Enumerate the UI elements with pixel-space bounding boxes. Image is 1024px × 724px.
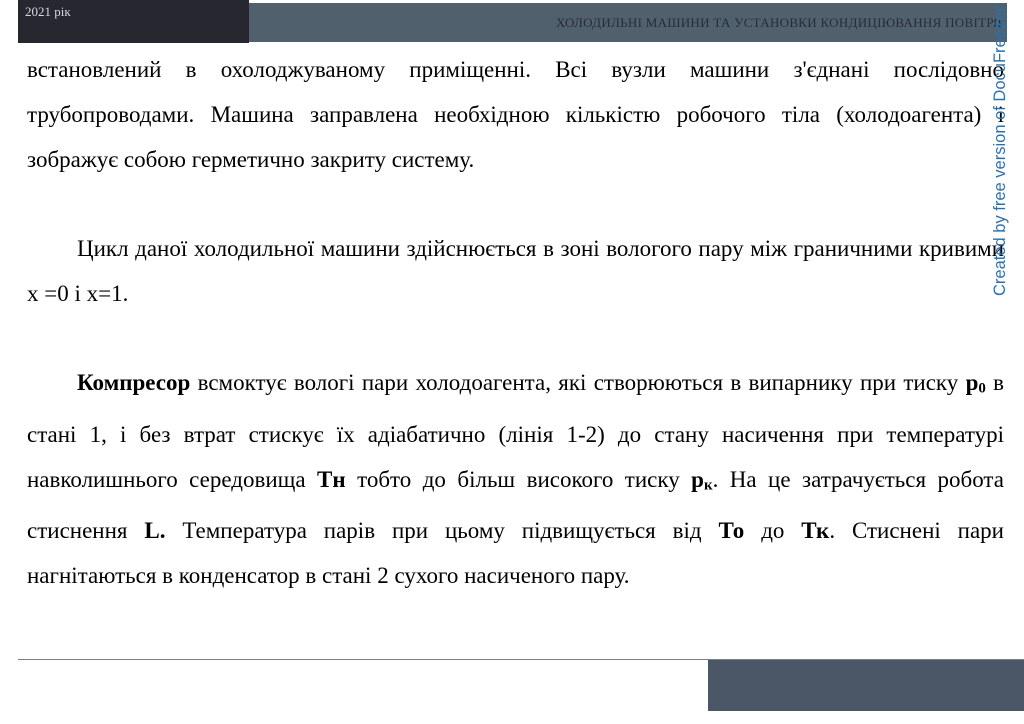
- text-run: Тн: [317, 466, 346, 492]
- paragraph: [27, 360, 1004, 598]
- year-label-box: [18, 0, 249, 43]
- text-run: . На це затрачується робота стиснення: [27, 466, 1004, 544]
- text-run: р: [965, 370, 979, 395]
- text-run: в стані 1, і без втрат стискує їх адіабатично (лінія 1-2) до стану насичення при температурі навколишнього середовища: [27, 370, 1004, 492]
- header-title: ХОЛОДИЛЬНІ МАШИНИ ТА УСТАНОВКИ КОНДИЦІЮВАННЯ ПОВІТРЯ: [555, 15, 1002, 30]
- docufreezer-watermark: [990, 6, 1010, 296]
- text-run: р: [691, 466, 704, 492]
- paragraph: [27, 47, 1004, 182]
- text-run: встановлений в охолоджуваному приміщенні. Всі вузли машини з'єднані послідовно трубопроводами. Машина заправлена необхідною кількістю робочого тіла (холодоагента) і зображує собою герметично закриту систему.: [27, 57, 1004, 172]
- watermark-text: Created by free version of DocuFreezer: [991, 6, 1009, 296]
- text-run: Компресор: [77, 370, 191, 395]
- text-run: L.: [144, 518, 166, 544]
- paragraph: [27, 226, 1004, 316]
- text-run: Цикл даної холодильної машини здійснюється в зоні вологого пару між граничними кривими х =0 і х=1.: [27, 236, 1004, 306]
- document-body: [27, 47, 1004, 642]
- text-run: до: [744, 518, 802, 544]
- text-run: тобто до більш високого тиску: [345, 466, 692, 492]
- text-run: Тк: [801, 518, 830, 544]
- text-run: к: [703, 477, 713, 494]
- text-run: всмоктує вологі пари холодоагента, які створюються в випарнику при тиску: [190, 370, 966, 395]
- text-run: Температура парів при цьому підвищується від: [165, 518, 719, 544]
- year-label: 2021 рік: [25, 4, 71, 19]
- text-run: . Стиснені пари нагнітаються в конденсатор в стані 2 сухого насиченого пару.: [27, 518, 1004, 589]
- text-run: 0: [978, 380, 986, 397]
- footer-accent-box: [708, 660, 1024, 711]
- header-title-bar: [249, 3, 1007, 42]
- text-run: То: [718, 518, 745, 544]
